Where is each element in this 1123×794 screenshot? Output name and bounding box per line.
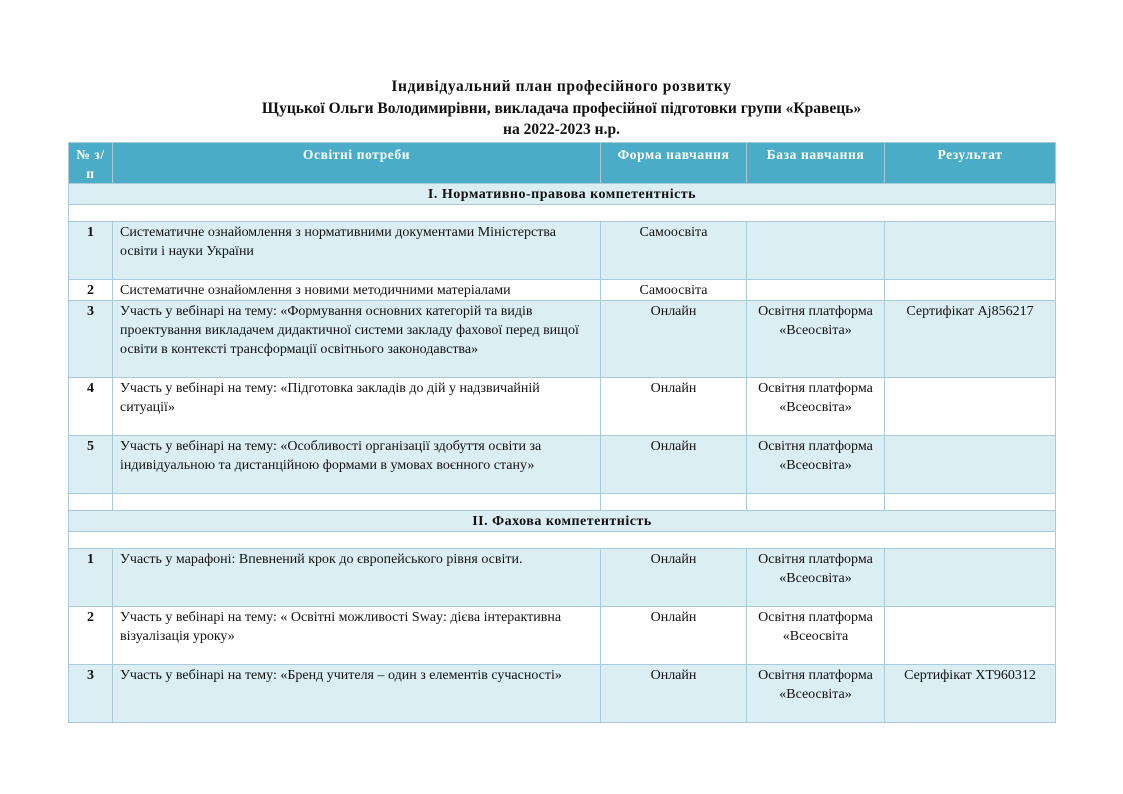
- row-number: 3: [69, 301, 113, 378]
- row-needs: Участь у вебінарі на тему: «Формування основних категорій та видів проектування викладачем дидактичної системи закладу фахової перед вищої освіти в контексті трансформації освітнього законодавства»: [113, 301, 601, 378]
- spacer-row: [69, 532, 1056, 549]
- row-base: [747, 222, 885, 280]
- row-form: Онлайн: [601, 301, 747, 378]
- row-needs: Участь у марафоні: Впевнений крок до європейського рівня освіти.: [113, 549, 601, 607]
- document-title: Індивідуальний план професійного розвитку: [391, 78, 732, 95]
- row-result: [885, 607, 1056, 665]
- spacer-row: [69, 205, 1056, 222]
- row-needs: Систематичне ознайомлення з новими методичними матеріалами: [113, 280, 601, 301]
- header-num: № з/п: [69, 143, 113, 184]
- table-row: [69, 436, 1056, 494]
- row-form: Онлайн: [601, 665, 747, 723]
- development-plan-table: [68, 142, 1056, 723]
- table-row: [69, 280, 1056, 301]
- header-needs: Освітні потреби: [113, 143, 601, 184]
- row-number: 4: [69, 378, 113, 436]
- row-form: Онлайн: [601, 549, 747, 607]
- row-result: Сертифікат XT960312: [885, 665, 1056, 723]
- row-base: [747, 280, 885, 301]
- row-base: Освітня платформа «Всеосвіта: [747, 607, 885, 665]
- row-number: 2: [69, 280, 113, 301]
- header-base: База навчання: [747, 143, 885, 184]
- table-row: [69, 222, 1056, 280]
- row-number: 1: [69, 549, 113, 607]
- row-result: [885, 280, 1056, 301]
- row-form: Самоосвіта: [601, 222, 747, 280]
- academic-year: на 2022-2023 н.р.: [503, 121, 620, 138]
- row-needs: Участь у вебінарі на тему: «Особливості організації здобуття освіти за індивідуальною та дистанційною формами в умовах воєнного стану»: [113, 436, 601, 494]
- table-row: [69, 665, 1056, 723]
- section-title: I. Нормативно-правова компетентність: [69, 184, 1056, 205]
- row-needs: Участь у вебінарі на тему: «Бренд учителя – один з елементів сучасності»: [113, 665, 601, 723]
- row-number: 3: [69, 665, 113, 723]
- section-title: II. Фахова компетентність: [69, 511, 1056, 532]
- header-result: Результат: [885, 143, 1056, 184]
- row-base: Освітня платформа «Всеосвіта»: [747, 549, 885, 607]
- row-form: Онлайн: [601, 607, 747, 665]
- row-needs: Систематичне ознайомлення з нормативними документами Міністерства освіти і науки України: [113, 222, 601, 280]
- row-number: 5: [69, 436, 113, 494]
- row-form: Онлайн: [601, 436, 747, 494]
- table-header-row: [69, 143, 1056, 184]
- row-form: Самоосвіта: [601, 280, 747, 301]
- header-form: Форма навчання: [601, 143, 747, 184]
- table-row: [69, 378, 1056, 436]
- table-row: [69, 301, 1056, 378]
- empty-row: [69, 494, 1056, 511]
- row-result: Сертифікат Aj856217: [885, 301, 1056, 378]
- row-result: [885, 378, 1056, 436]
- row-result: [885, 549, 1056, 607]
- row-number: 1: [69, 222, 113, 280]
- row-base: Освітня платформа «Всеосвіта»: [747, 665, 885, 723]
- row-form: Онлайн: [601, 378, 747, 436]
- row-result: [885, 222, 1056, 280]
- row-result: [885, 436, 1056, 494]
- document-subtitle: Щуцької Ольги Володимирівни, викладача професійної підготовки групи «Кравець»: [261, 100, 862, 117]
- table-row: [69, 607, 1056, 665]
- table-row: [69, 549, 1056, 607]
- row-needs: Участь у вебінарі на тему: « Освітні можливості Sway: дієва інтерактивна візуалізація уроку»: [113, 607, 601, 665]
- row-needs: Участь у вебінарі на тему: «Підготовка закладів до дій у надзвичайній ситуації»: [113, 378, 601, 436]
- row-base: Освітня платформа «Всеосвіта»: [747, 378, 885, 436]
- row-base: Освітня платформа «Всеосвіта»: [747, 436, 885, 494]
- row-number: 2: [69, 607, 113, 665]
- section-heading-row: [69, 184, 1056, 205]
- section-heading-row: [69, 511, 1056, 532]
- row-base: Освітня платформа «Всеосвіта»: [747, 301, 885, 378]
